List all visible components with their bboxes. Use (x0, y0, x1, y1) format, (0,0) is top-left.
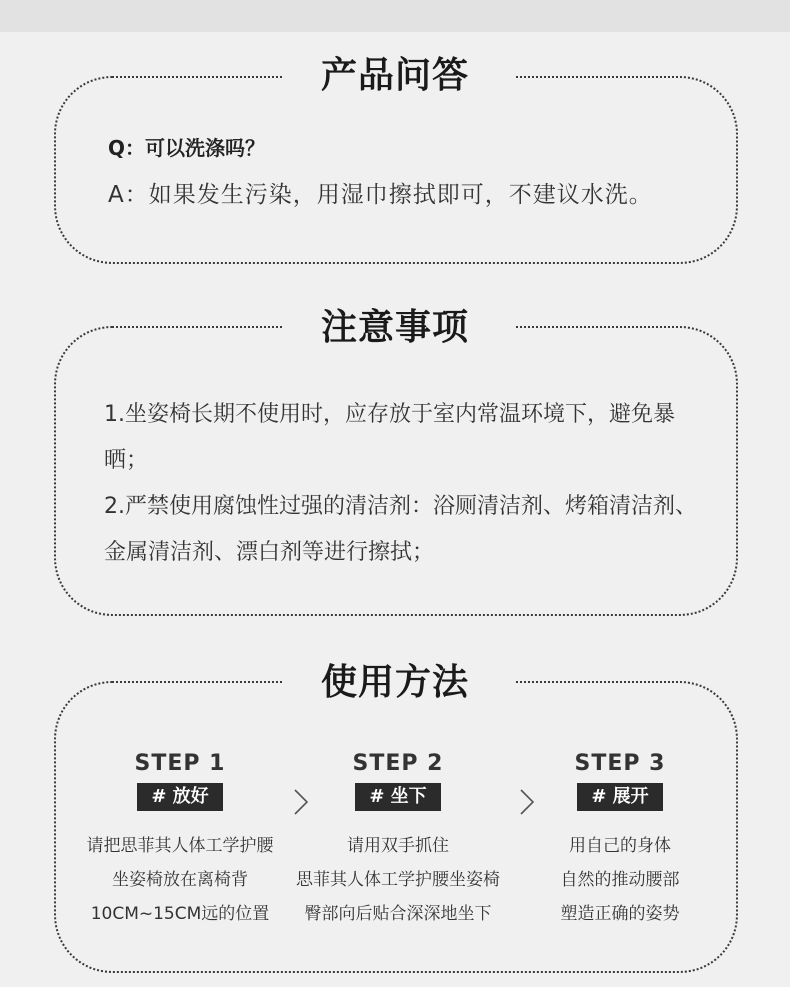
step-3-line: 自然的推动腰部 (560, 870, 680, 890)
notes-item: 2.严禁使用腐蚀性过强的清洁剂：浴厕清洁剂、烤箱清洁剂、金属清洁剂、漂白剂等进行擦拭； (104, 494, 697, 565)
step-2-badge: # 坐下 (355, 783, 440, 811)
step-2-line: 臀部向后贴合深深地坐下 (304, 904, 492, 924)
step-3-line: 用自己的身体 (569, 836, 671, 856)
step-3-badge: # 展开 (577, 783, 662, 811)
step-1 (70, 749, 290, 931)
notes-list (104, 392, 704, 576)
usage-title: 使用方法 (320, 662, 469, 703)
notes-item: 1.坐姿椅长期不使用时，应存放于室内常温环境下，避免暴晒； (104, 402, 675, 473)
notes-box (54, 326, 738, 616)
step-2-line: 请用双手抓住 (347, 836, 449, 856)
step-1-line: 10CM~15CM远的位置 (90, 904, 270, 924)
faq-question: Q：可以洗涤吗？ (108, 136, 266, 160)
notes-title: 注意事项 (320, 307, 469, 348)
step-2-line: 思菲其人体工学护腰坐姿椅 (296, 870, 500, 890)
step-1-description (70, 829, 290, 931)
top-strip (0, 0, 790, 32)
faq-box (54, 76, 738, 264)
step-2-description (288, 829, 508, 931)
step-3 (510, 749, 730, 931)
step-1-title: STEP 1 (134, 751, 226, 776)
step-3-line: 塑造正确的姿势 (560, 904, 680, 924)
faq-title: 产品问答 (320, 55, 469, 96)
step-3-title: STEP 3 (574, 751, 666, 776)
faq-answer: A：如果发生污染，用湿巾擦拭即可，不建议水洗。 (108, 182, 653, 208)
step-1-line: 请把思菲其人体工学护腰 (86, 836, 274, 856)
step-1-badge: # 放好 (137, 783, 222, 811)
step-1-line: 坐姿椅放在离椅背 (112, 870, 248, 890)
step-3-description (510, 829, 730, 931)
step-2-title: STEP 2 (352, 751, 444, 776)
usage-box (54, 681, 738, 973)
step-2 (288, 749, 508, 931)
